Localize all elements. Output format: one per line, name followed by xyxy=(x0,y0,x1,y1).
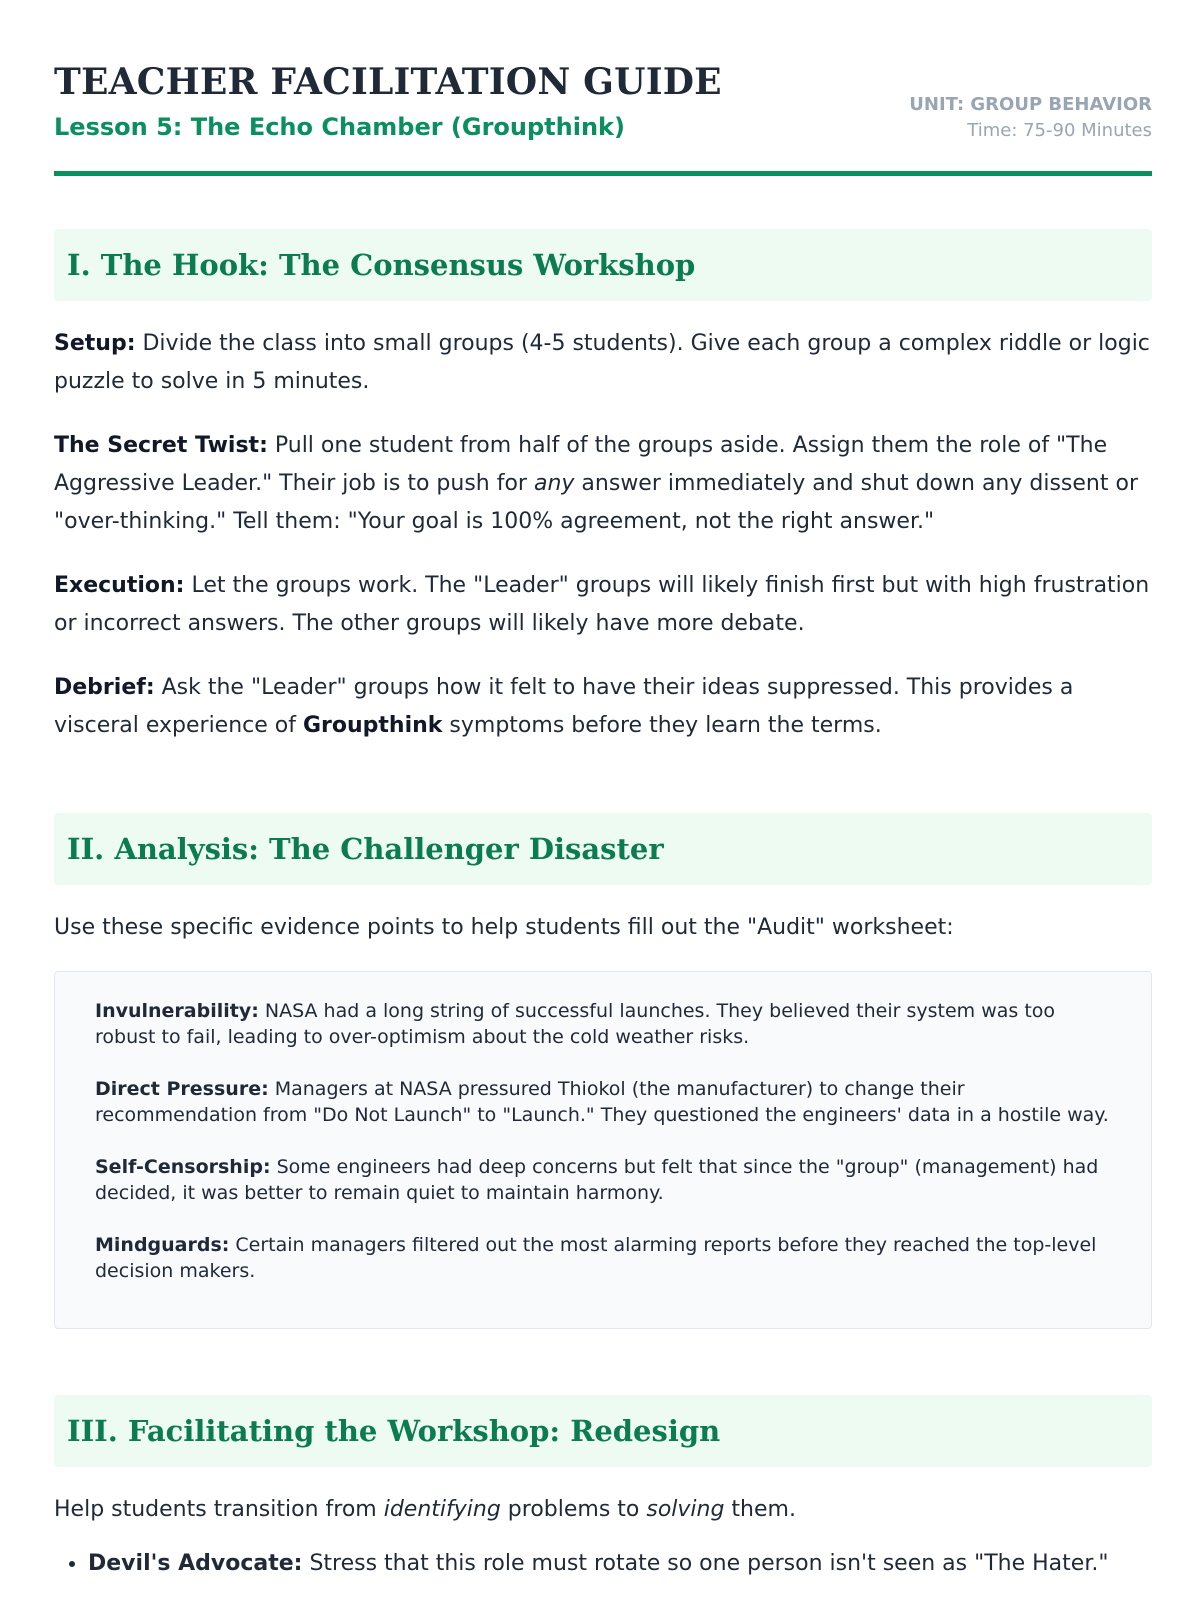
evidence-text: Some engineers had deep concerns but felt that since the "group" (management) had decided, it was better to remain quiet to maintain harmony. xyxy=(95,1156,1099,1204)
section-heading: III. Facilitating the Workshop: Redesign xyxy=(67,1414,721,1448)
section-header-analysis xyxy=(54,813,1152,885)
analysis-intro: Use these specific evidence points to help students fill out the "Audit" worksheet: xyxy=(54,915,954,940)
twist-emphasis: any xyxy=(533,471,575,496)
twist-text-2: answer immediately and shut down any dissent or "over-thinking." Tell them: "Your goal is 100% agreement, not the right answer." xyxy=(54,471,1138,534)
execution-label: Execution: xyxy=(54,573,185,598)
twist-paragraph xyxy=(54,427,1152,541)
redesign-intro-1: Help students transition from xyxy=(54,1497,384,1522)
list-item xyxy=(88,1545,1152,1583)
evidence-item xyxy=(95,1232,1111,1284)
redesign-intro-2: problems to xyxy=(500,1497,647,1522)
section-header-redesign xyxy=(54,1395,1152,1467)
evidence-box xyxy=(54,971,1152,1329)
setup-label: Setup: xyxy=(54,331,136,356)
twist-text-1: Pull one student from half of the groups aside. Assign them the role of "The Aggressive Leader." Their job is to push for xyxy=(54,433,1108,496)
debrief-label: Debrief: xyxy=(54,675,155,700)
setup-paragraph xyxy=(54,325,1152,401)
twist-label: The Secret Twist: xyxy=(54,433,268,458)
debrief-paragraph xyxy=(54,669,1152,745)
redesign-bullet-list xyxy=(54,1545,1152,1583)
redesign-emphasis-identifying: identifying xyxy=(383,1497,501,1522)
evidence-label: Mindguards: xyxy=(95,1234,230,1256)
evidence-label: Direct Pressure: xyxy=(95,1078,269,1100)
document-header xyxy=(54,0,1152,176)
section-heading: I. The Hook: The Consensus Workshop xyxy=(67,248,696,282)
execution-text: Let the groups work. The "Leader" groups will likely finish first but with high frustration or incorrect answers. The other groups will likely have more debate. xyxy=(54,573,1150,636)
bullet-label: Devil's Advocate: xyxy=(88,1551,303,1576)
redesign-emphasis-solving: solving xyxy=(646,1497,725,1522)
evidence-text: NASA had a long string of successful launches. They believed their system was too robust to fail, leading to over-optimism about the cold weather risks. xyxy=(95,1000,1056,1048)
execution-paragraph xyxy=(54,567,1152,643)
debrief-text-1: Ask the "Leader" groups how it felt to have their ideas suppressed. This provides a visceral experience of xyxy=(54,675,1074,738)
evidence-item xyxy=(95,1076,1111,1128)
unit-label: UNIT: GROUP BEHAVIOR xyxy=(909,94,1152,115)
redesign-intro xyxy=(54,1491,1152,1529)
bullet-text: Stress that this role must rotate so one person isn't seen as "The Hater." xyxy=(302,1551,1109,1576)
debrief-bold-term: Groupthink xyxy=(302,713,443,738)
evidence-item xyxy=(95,998,1111,1050)
time-label: Time: 75-90 Minutes xyxy=(967,120,1152,141)
evidence-text: Certain managers filtered out the most alarming reports before they reached the top-level decision makers. xyxy=(95,1234,1097,1282)
evidence-text: Managers at NASA pressured Thiokol (the manufacturer) to change their recommendation from "Do Not Launch" to "Launch." They questioned the engineers' data in a hostile way. xyxy=(95,1078,1109,1126)
evidence-item xyxy=(95,1154,1111,1206)
section-header-hook xyxy=(54,229,1152,301)
lesson-subtitle: Lesson 5: The Echo Chamber (Groupthink) xyxy=(54,113,625,141)
document-title: TEACHER FACILITATION GUIDE xyxy=(54,61,722,103)
debrief-text-2: symptoms before they learn the terms. xyxy=(442,713,882,738)
unit-meta xyxy=(909,92,1152,144)
section-heading: II. Analysis: The Challenger Disaster xyxy=(67,832,664,866)
evidence-label: Self-Censorship: xyxy=(95,1156,271,1178)
redesign-intro-3: them. xyxy=(724,1497,796,1522)
setup-text: Divide the class into small groups (4-5 students). Give each group a complex riddle or logic puzzle to solve in 5 minutes. xyxy=(54,331,1150,394)
evidence-label: Invulnerability: xyxy=(95,1000,259,1022)
